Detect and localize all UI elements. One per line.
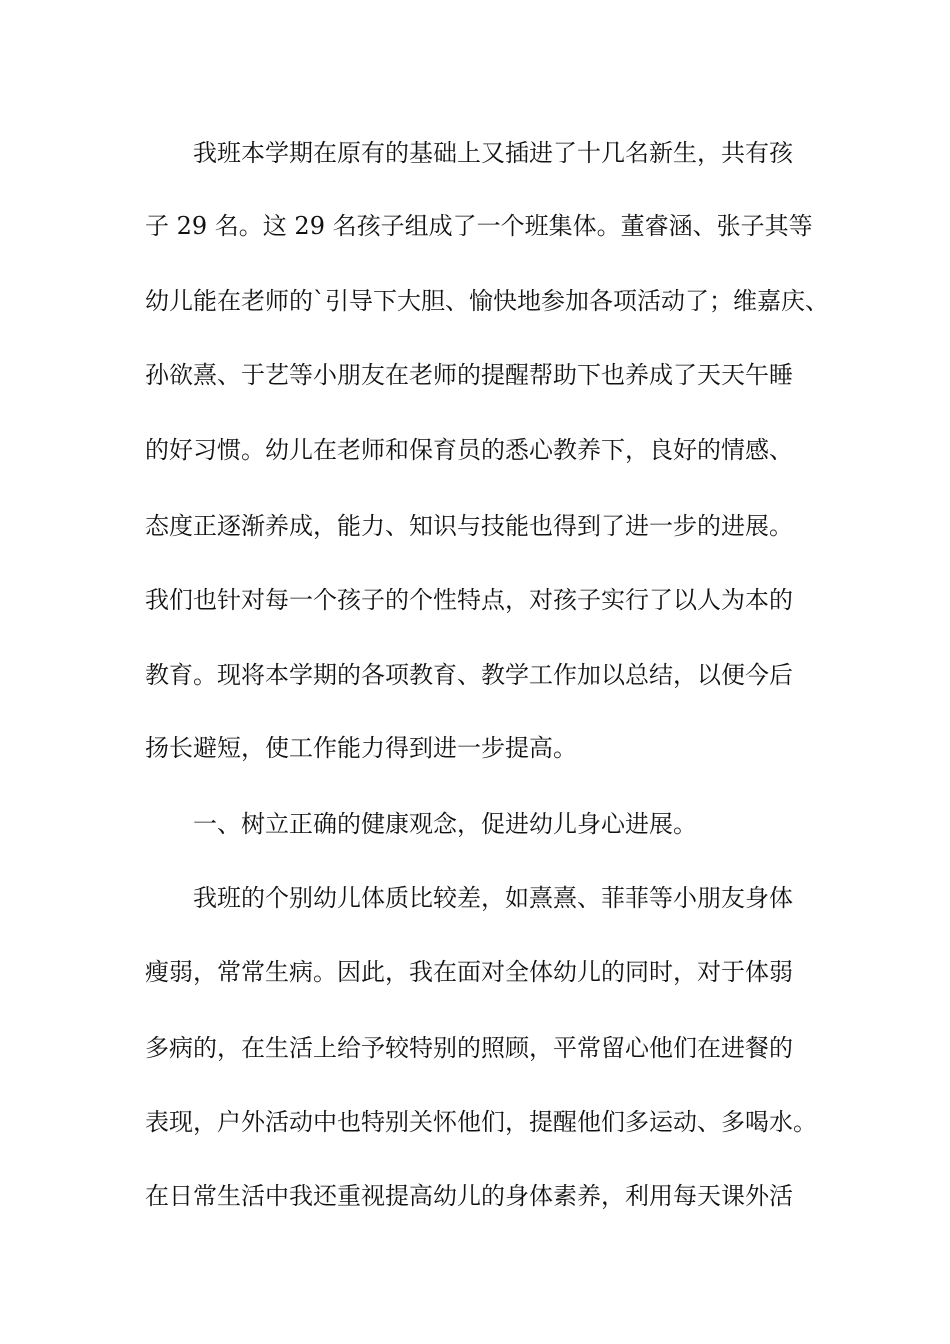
section-heading: 一、树立正确的健康观念，促进幼儿身心进展。 [193, 810, 697, 838]
paragraph-line: 瘦弱，常常生病。因此，我在面对全体幼儿的同时，对于体弱 [145, 958, 793, 986]
paragraph-line: 表现，户外活动中也特别关怀他们，提醒他们多运动、多喝水。 [145, 1108, 817, 1136]
paragraph-line: 教育。现将本学期的各项教育、教学工作加以总结，以便今后 [145, 661, 793, 689]
paragraph-line: 我们也针对每一个孩子的个性特点，对孩子实行了以人为本的 [145, 586, 793, 614]
paragraph-line: 态度正逐渐养成，能力、知识与技能也得到了进一步的进展。 [145, 512, 793, 540]
paragraph-line: 我班本学期在原有的基础上又插进了十几名新生，共有孩 [193, 139, 793, 167]
paragraph-line: 多病的，在生活上给予较特别的照顾，平常留心他们在进餐的 [145, 1034, 793, 1062]
paragraph-line: 在日常生活中我还重视提高幼儿的身体素养，利用每天课外活 [145, 1182, 793, 1210]
paragraph-line: 幼儿能在老师的`引导下大胆、愉快地参加各项活动了；维嘉庆、 [145, 287, 829, 315]
paragraph-line: 扬长避短，使工作能力得到进一步提高。 [145, 734, 577, 762]
paragraph-line: 我班的个别幼儿体质比较差，如熹熹、菲菲等小朋友身体 [193, 884, 793, 912]
paragraph-line: 的好习惯。幼儿在老师和保育员的悉心教养下，良好的情感、 [145, 436, 793, 464]
paragraph-line: 孙欲熹、于艺等小朋友在老师的提醒帮助下也养成了天天午睡 [145, 361, 793, 389]
paragraph-line: 子 29 名。这 29 名孩子组成了一个班集体。董睿涵、张子其等 [145, 212, 813, 240]
